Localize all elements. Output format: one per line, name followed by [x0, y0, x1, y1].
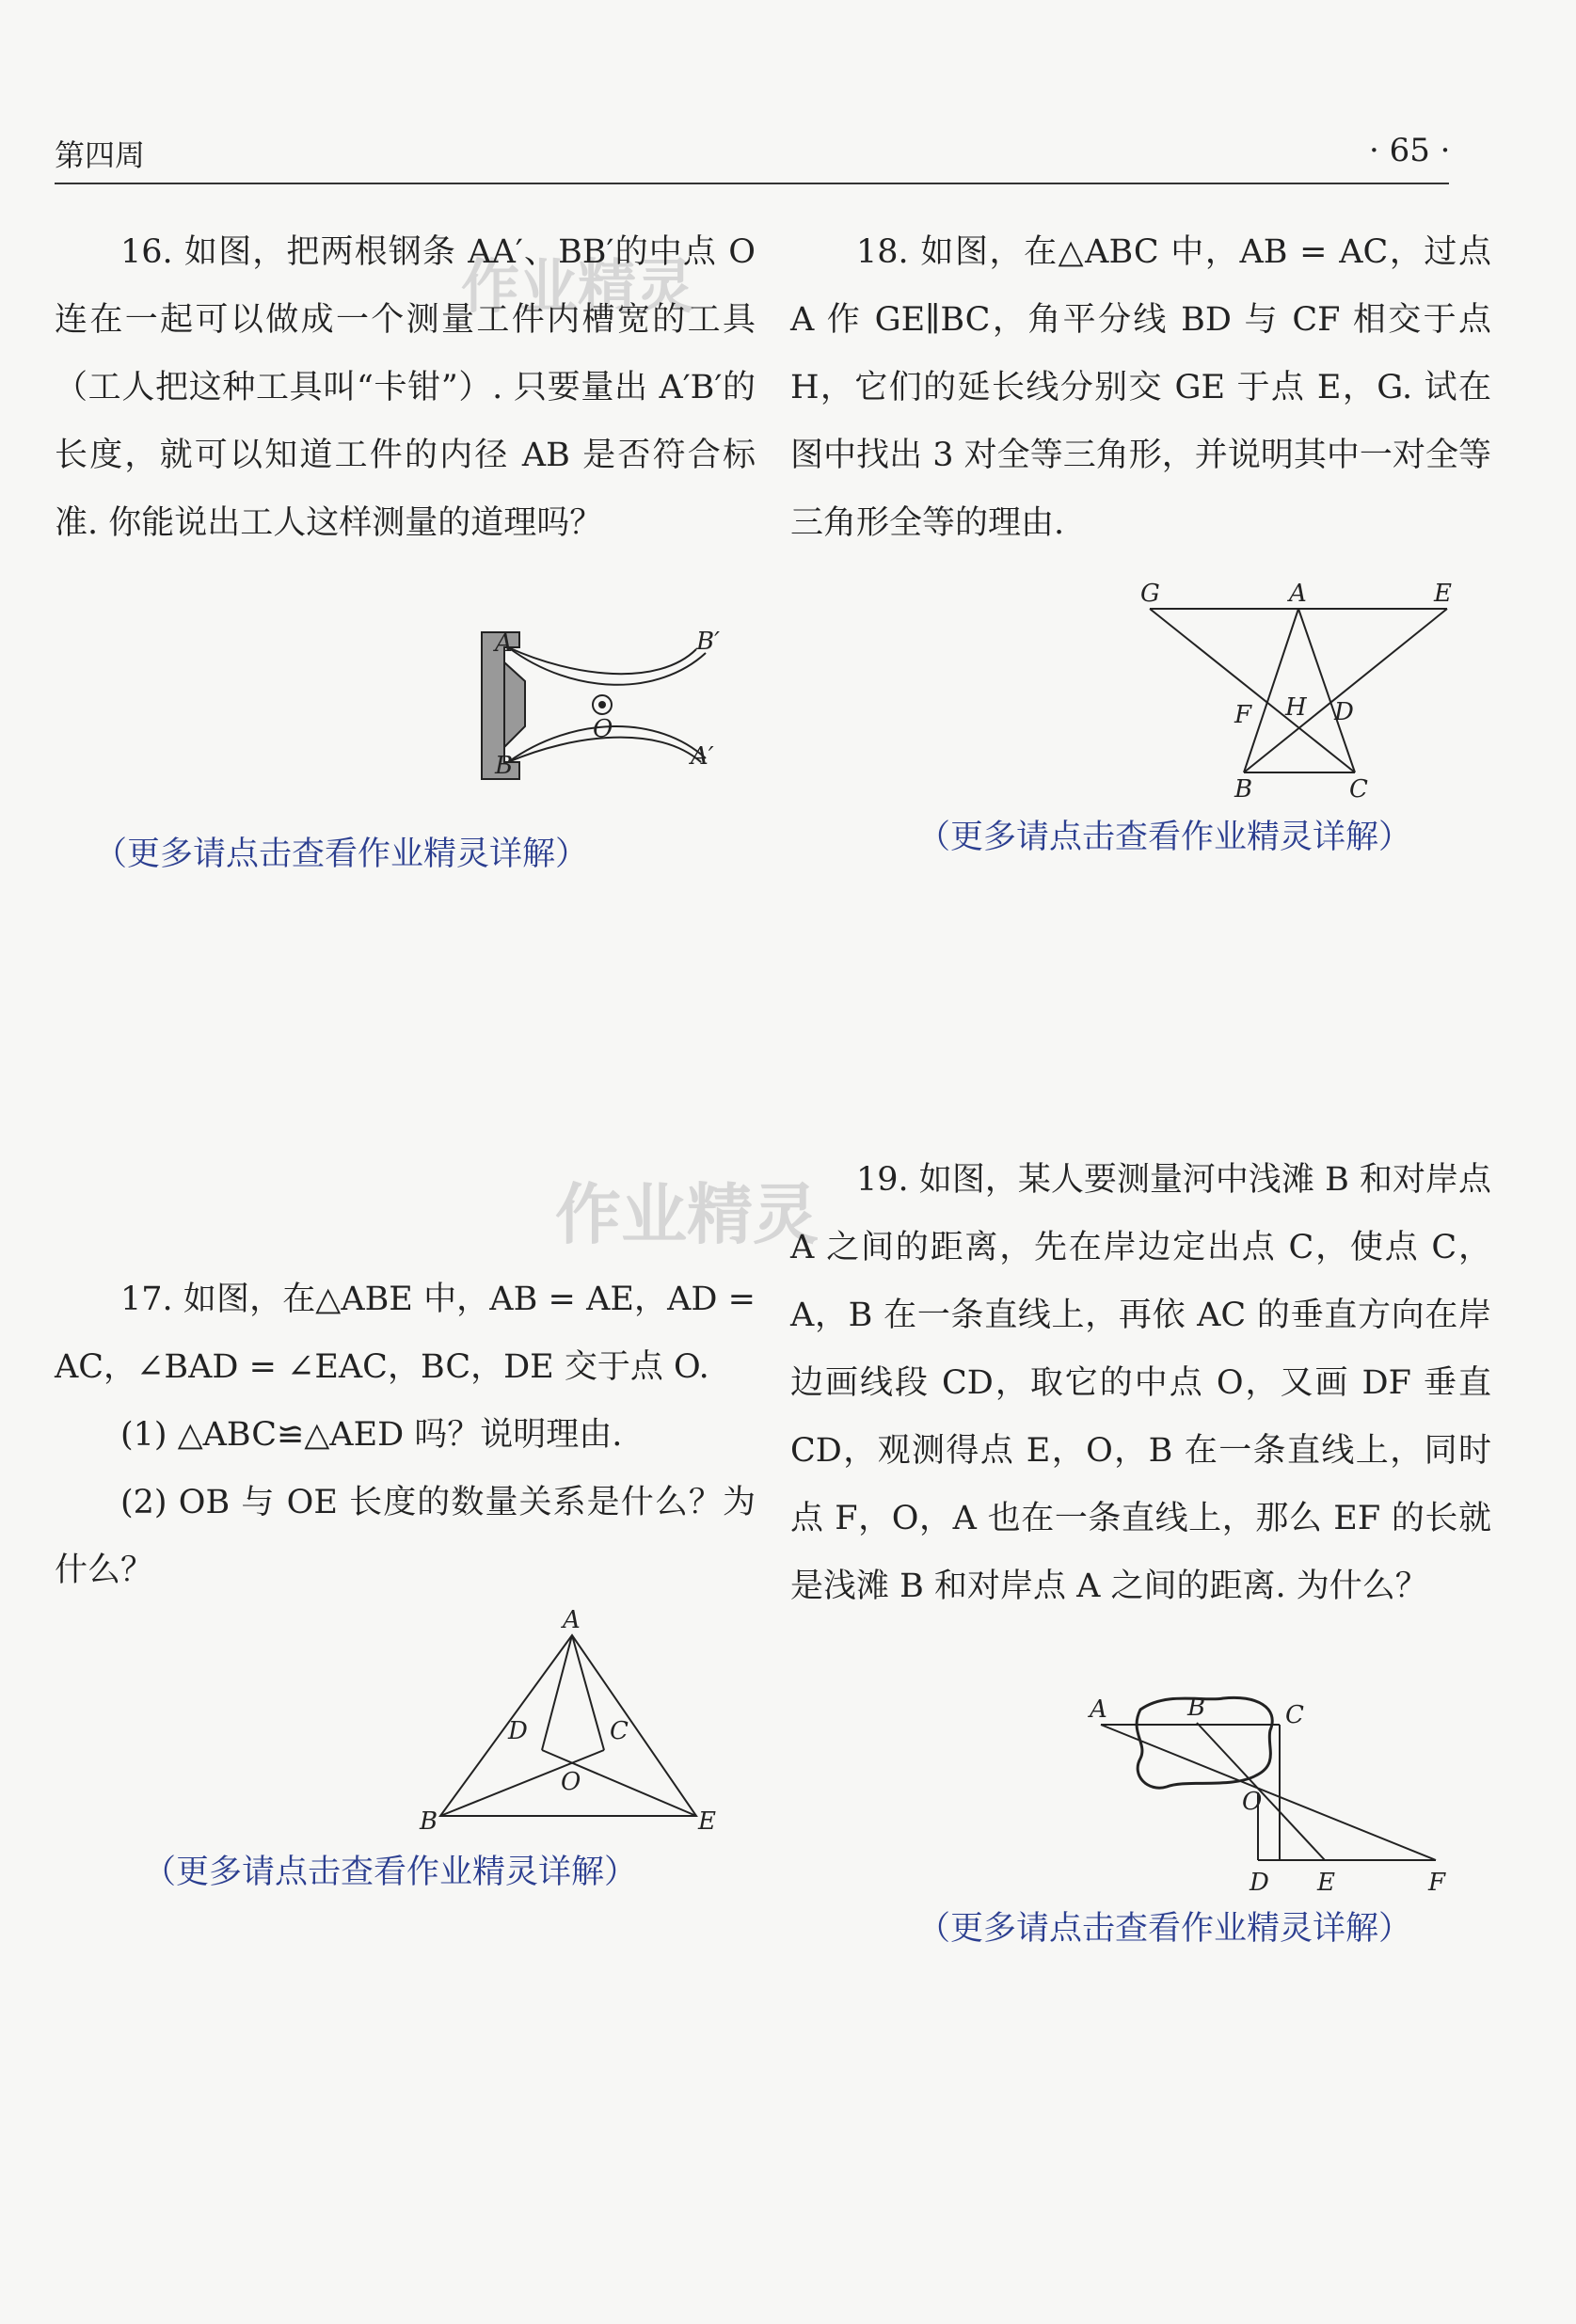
watermark: 作业精灵 [555, 1176, 819, 1253]
problem-19-text: 19. 如图，某人要测量河中浅滩 B 和对岸点 A 之间的距离，先在岸边定出点 C，使点 C，A，B 在一条直线上，再依 AC 的垂直方向在岸边画线段 CD，取它的中点 O，又画 DF 垂直 CD，观测得点 E，O，B 在一条直线上，同时点 F，O，A 也在一条直线上，那么 EF 的长就是浅滩 B 和对岸点 A 之间的距离. 为什么？ [790, 1161, 1491, 1605]
header-divider [55, 183, 1449, 184]
label-c: C [1285, 1701, 1304, 1729]
river-figure [1082, 1689, 1468, 1905]
more-solution-link[interactable]: （更多请点击查看作业精灵详解） [143, 1854, 638, 1891]
triangle-gabc-figure [1129, 579, 1468, 804]
label-e: E [698, 1807, 716, 1836]
label-d: D [1334, 698, 1354, 726]
section-title: 第四周 [55, 137, 146, 173]
label-a-prime: A′ [691, 742, 714, 771]
triangle-abe-figure [405, 1600, 743, 1844]
label-a: A [1289, 580, 1307, 608]
problem-18-text: 18. 如图，在△ABC 中，AB = AC，过点 A 作 GE∥BC，角平分线 BD 与 CF 相交于点 H，它们的延长线分别交 GE 于点 E，G. 试在图中找出 3 对全等三角形，并说明其中一对全等三角形全等的理由. [790, 233, 1491, 542]
label-b: B [1187, 1694, 1206, 1722]
label-g: G [1140, 580, 1160, 608]
label-f: F [1234, 701, 1252, 729]
label-d: D [1250, 1869, 1269, 1897]
label-h: H [1285, 693, 1307, 722]
label-c: C [1349, 775, 1368, 804]
label-a: A [563, 1606, 581, 1634]
more-solution-link[interactable]: （更多请点击查看作业精灵详解） [917, 819, 1412, 856]
problem-16 [55, 218, 756, 557]
label-b: B [1234, 775, 1253, 804]
problem-18 [790, 218, 1491, 557]
label-o: O [1242, 1788, 1263, 1816]
problem-17-text: 17. 如图，在△ABE 中，AB = AE，AD = AC，∠BAD = ∠EAC，BC，DE 交于点 O. [55, 1281, 756, 1386]
label-e: E [1434, 580, 1452, 608]
label-o: O [561, 1768, 581, 1796]
problem-17-q1: (1) △ABC≌△AED 吗？说明理由. [120, 1416, 623, 1454]
problem-16-text: 16. 如图，把两根钢条 AA′、BB′的中点 O 连在一起可以做成一个测量工件内槽宽的工具（工人把这种工具叫“卡钳”）. 只要量出 A′B′的长度，就可以知道工件的内径 AB 是否符合标准. 你能说出工人这样测量的道理吗？ [55, 233, 756, 542]
label-e: E [1317, 1869, 1335, 1897]
problem-17 [55, 1265, 756, 1604]
problem-17-q2: (2) OB 与 OE 长度的数量关系是什么？为什么？ [55, 1484, 756, 1589]
label-c: C [610, 1717, 629, 1745]
page-number: · 65 · [1369, 132, 1451, 169]
caliper-figure [470, 621, 753, 790]
more-solution-link[interactable]: （更多请点击查看作业精灵详解） [94, 836, 589, 873]
watermark: 作业精灵 [461, 252, 695, 321]
label-b: B [420, 1807, 438, 1836]
label-a: A [495, 629, 513, 658]
label-b-prime: B′ [696, 628, 721, 656]
label-o: O [593, 715, 613, 743]
more-solution-link[interactable]: （更多请点击查看作业精灵详解） [917, 1910, 1412, 1948]
label-f: F [1428, 1869, 1446, 1897]
problem-19 [790, 1146, 1491, 1620]
label-a: A [1090, 1695, 1107, 1724]
label-b: B [495, 752, 514, 780]
label-d: D [508, 1717, 528, 1745]
